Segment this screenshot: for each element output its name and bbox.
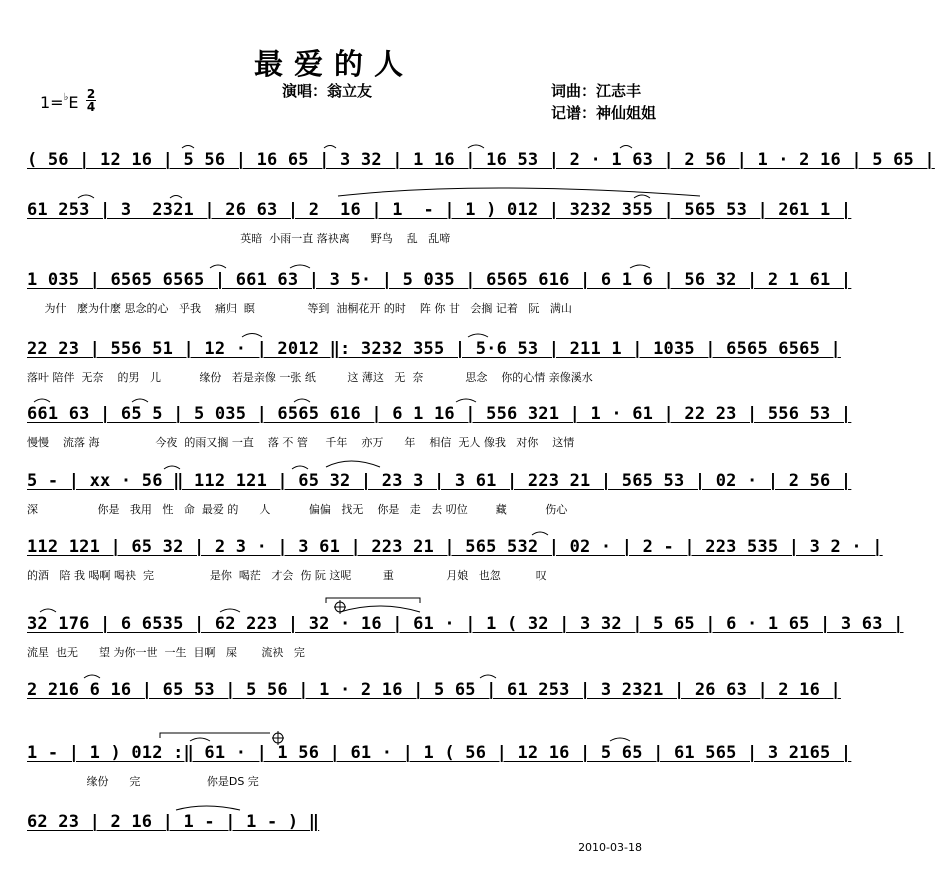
transcription-date: 2010-03-18 — [578, 841, 642, 854]
staff-notes: 1 035 | 6565 6565 | 661 63 | 3 5· | 5 035 | 6565 616 | 6 1 6 | 56 32 | 2 1 61 | — [27, 270, 852, 290]
staff-notes: 61 253 | 3 2321 | 26 63 | 2 16 | 1 - | 1 ) 012 | 3232 355 | 565 53 | 261 1 | — [27, 200, 852, 220]
staff-lyrics: 的酒 陪 我 喝啊 喝袂 完 是你 喝茫 才会 伤 阮 这呢 重 月娘 也忽 叹 — [27, 569, 547, 582]
staff-notes: 22 23 | 556 51 | 12 · | 2012 ‖: 3232 355 | 5·6 53 | 211 1 | 1035 | 6565 6565 | — [27, 339, 841, 359]
staff-lyrics: 落叶 陪伴 无奈 的男 儿 缘份 若是亲像 一张 纸 这 薄这 无 奈 思念 你的心情 亲像溪水 — [27, 371, 593, 384]
lyricist-credit: 词曲：江志丰 — [551, 82, 642, 100]
key-note: E — [68, 93, 79, 112]
meter-top: 2 — [86, 87, 96, 101]
coda-sign-2 — [272, 731, 284, 745]
staff-notes: 1 - | 1 ) 012 :‖ 61 · | 1 56 | 61 · | 1 ( 56 | 12 16 | 5 65 | 61 565 | 3 2165 | — [27, 743, 852, 763]
song-title: 最爱的人 — [254, 47, 415, 81]
staff-lyrics: 流星 也无 望 为你一世 一生 目啊 屎 流袂 完 — [27, 646, 305, 659]
staff-lyrics: 缘份 完 你是DS 完 — [27, 775, 259, 788]
meter-bottom: 4 — [86, 100, 96, 114]
staff-notes: 5 - | xx · 56 ‖ 112 121 | 65 32 | 23 3 | 3 61 | 223 21 | 565 53 | 02 · | 2 56 | — [27, 471, 852, 491]
flat-sign: ♭ — [63, 92, 69, 103]
staff-notes: 32 176 | 6 6535 | 62 223 | 32 · 16 | 61 · | 1 ( 32 | 3 32 | 5 65 | 6 · 1 65 | 3 63 | — [27, 614, 904, 634]
staff-notes: 112 121 | 65 32 | 2 3 · | 3 61 | 223 21 | 565 532 | 02 · | 2 - | 223 535 | 3 2 · | — [27, 537, 883, 557]
staff-lyrics: 英暗 小雨一直 落袂离 野鸟 乱 乱啼 — [27, 232, 451, 245]
transcriber-credit: 记谱：神仙姐姐 — [551, 104, 657, 122]
staff-notes: 2 216 6 16 | 65 53 | 5 56 | 1 · 2 16 | 5 65 | 61 253 | 3 2321 | 26 63 | 2 16 | — [27, 680, 841, 700]
staff-notes: 62 23 | 2 16 | 1 - | 1 - ) ‖ — [27, 812, 320, 832]
coda-sign-1 — [334, 600, 346, 614]
staff-lyrics: 深 你是 我用 性 命 最爱 的 人 偏偏 找无 你是 走 去 叨位 藏 伤心 — [27, 503, 568, 516]
staff-lyrics: 慢慢 流落 海 今夜 的雨又搁 一直 落 不 管 千年 亦万 年 相信 无人 像我 对你 这情 — [27, 436, 575, 449]
staff-notes: ( 56 | 12 16 | 5 56 | 16 65 | 3 32 | 1 16 | 16 53 | 2 · 1 63 | 2 56 | 1 · 2 16 | 5 65 | — [27, 150, 935, 170]
staff-lyrics: 为什 麼为什麼 思念的心 乎我 痛归 瞑 等到 油桐花开 的时 阵 你 甘 会搁 记着 阮 满山 — [27, 302, 572, 315]
key-prefix: 1= — [40, 93, 64, 112]
staff-notes: 661 63 | 65 5 | 5 035 | 6565 616 | 6 1 16 | 556 321 | 1 · 61 | 22 23 | 556 53 | — [27, 404, 852, 424]
singer-credit: 演唱：翁立友 — [282, 82, 373, 100]
